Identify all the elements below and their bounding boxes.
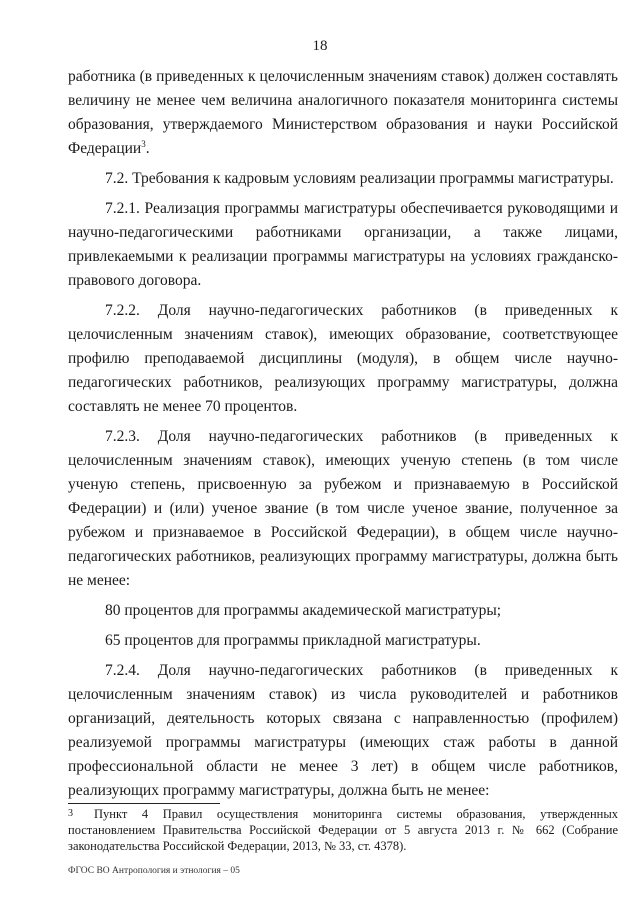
paragraph-text: работника (в приведенных к целочисленным значениям ставок) должен составлять величину не менее чем величина аналогичного показателя мониторинга системы образования, утверждаемого Министерством образования и науки Российской Федерации (68, 68, 618, 157)
footnote-text: Пункт 4 Правил осуществления мониторинга системы образования, утвержденных постановлением Правительства Российской Федерации от 5 августа 2013 г. № 662 (Собрание законодательства Российской Федерации, 2013, № 33, ст. 4378). (68, 807, 618, 853)
footnote-divider (68, 803, 220, 804)
list-item-academic: 80 процентов для программы академической магистратуры; (105, 602, 502, 619)
footnote (68, 806, 618, 854)
paragraph-continuation (68, 65, 618, 161)
page-number: 18 (312, 38, 328, 54)
footnote-reference: 3 (141, 138, 146, 149)
footnote-mark: 3 (68, 808, 73, 819)
paragraph-7-2-1: 7.2.1. Реализация программы магистратуры обеспечивается руководящими и научно-педагогическими работниками организации, а также лицами, привлекаемыми к реализации программы магистратуры на условиях гражданско-правового договора. (68, 200, 618, 289)
paragraph-7-2-4: 7.2.4. Доля научно-педагогических работников (в приведенных к целочисленным значениям ставок) из числа руководителей и работников организаций, деятельность которых связана с направленностью (профилем) реализуемой программы магистратуры (имеющих стаж работы в данной профессиональной области не менее 3 лет) в общем числе работников, реализующих программу магистратуры, должна быть не менее: (68, 662, 618, 799)
paragraph-end: . (145, 140, 150, 157)
document-body (68, 65, 618, 803)
paragraph-7-2-3: 7.2.3. Доля научно-педагогических работников (в приведенных к целочисленным значениям ставок), имеющих ученую степень (в том числе ученую степень, присвоенную за рубежом и признаваемую в Российской Федерации) и (или) ученое звание (в том числе ученое звание, полученное за рубежом и признаваемое в Российской Федерации), в общем числе научно-педагогических работников, реализующих программу магистратуры, должна быть не менее: (68, 428, 618, 589)
page-footer: ФГОС ВО Антропология и этнология – 05 (68, 866, 240, 876)
list-item-applied: 65 процентов для программы прикладной магистратуры. (105, 632, 481, 649)
paragraph-7-2-2: 7.2.2. Доля научно-педагогических работников (в приведенных к целочисленным значениям ставок), имеющих образование, соответствующее профилю преподаваемой дисциплины (модуля), в общем числе научно-педагогических работников, реализующих программу магистратуры, должна составлять не менее 70 процентов. (68, 302, 618, 415)
section-heading-7-2: 7.2. Требования к кадровым условиям реализации программы магистратуры. (105, 170, 614, 187)
